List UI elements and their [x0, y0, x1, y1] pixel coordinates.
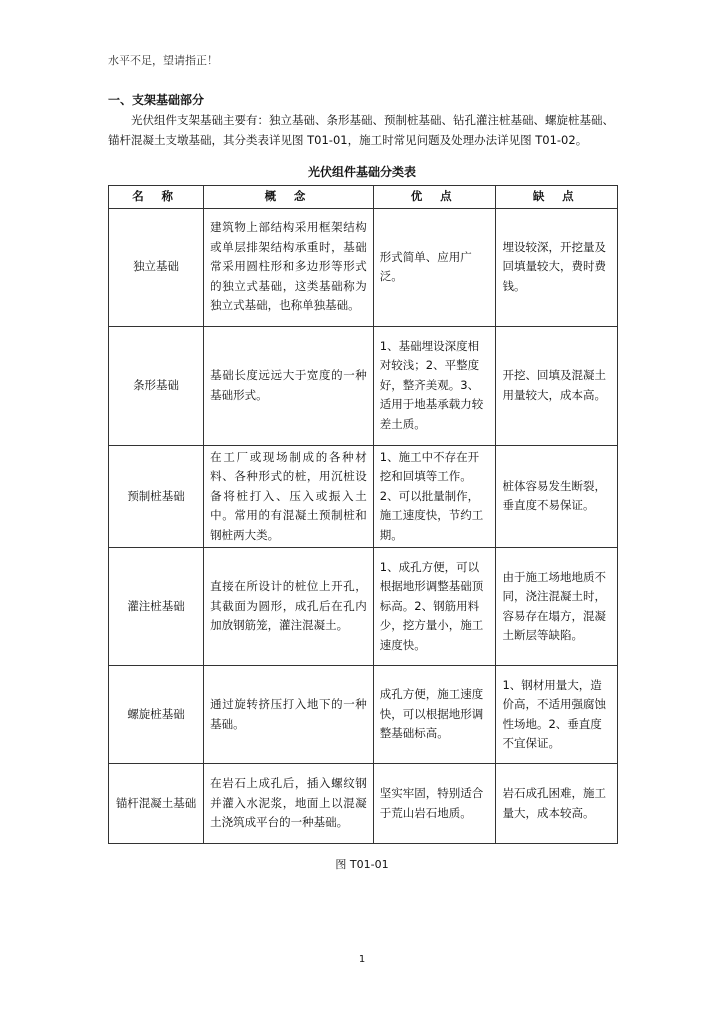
row-cons: 由于施工场地地质不同，浇注混凝土时，容易存在塌方，混凝土断层等缺陷。 [496, 548, 618, 666]
table-header-row [109, 186, 618, 209]
table-row [109, 548, 618, 666]
row-cons: 开挖、回填及混凝土用量较大，成本高。 [496, 326, 618, 445]
row-cons: 桩体容易发生断裂，垂直度不易保证。 [496, 445, 618, 548]
row-pros: 1、成孔方便，可以根据地形调整基础顶标高。2、钢筋用料少，挖方量小，施工速度快。 [373, 548, 496, 666]
intro-text: 光伏组件支架基础主要有：独立基础、条形基础、预制桩基础、钻孔灌注桩基础、螺旋桩基础、锚杆混凝土支墩基础，其分类表详见图 T01-01，施工时常见问题及处理办法详见图 T01-02。 [108, 113, 614, 147]
row-pros: 1、基础埋设深度相对较浅；2、平整度好，整齐美观。3、适用于地基承载力较差土质。 [373, 326, 496, 445]
row-pros: 形式简单、应用广泛。 [373, 208, 496, 326]
row-cons: 岩石成孔困难，施工量大，成本较高。 [496, 764, 618, 844]
row-pros: 成孔方便，施工速度快，可以根据地形调整基础标高。 [373, 666, 496, 764]
row-name: 条形基础 [109, 326, 204, 445]
table-row [109, 764, 618, 844]
table-row [109, 208, 618, 326]
row-concept: 在工厂或现场制成的各种材料、各种形式的桩，用沉桩设备将桩打入、压入或振入土中。常用的有混凝土预制桩和钢桩两大类。 [204, 445, 374, 548]
figure-caption: 图 T01-01 [335, 858, 389, 871]
row-name: 预制桩基础 [109, 445, 204, 548]
row-name: 锚杆混凝土基础 [109, 764, 204, 844]
row-concept: 直接在所设计的桩位上开孔，其截面为圆形，成孔后在孔内加放钢筋笼，灌注混凝土。 [204, 548, 374, 666]
row-concept: 在岩石上成孔后，插入螺纹钢并灌入水泥浆，地面上以混凝土浇筑成平台的一种基础。 [204, 764, 374, 844]
table-title: 光伏组件基础分类表 [307, 165, 416, 179]
row-cons: 1、钢材用量大，造价高，不适用强腐蚀性场地。2、垂直度不宜保证。 [496, 666, 618, 764]
table-row [109, 445, 618, 548]
row-pros: 坚实牢固，特别适合于荒山岩石地质。 [373, 764, 496, 844]
intro-paragraph [108, 110, 620, 150]
header-pros: 优 点 [373, 186, 496, 209]
row-concept: 通过旋转挤压打入地下的一种基础。 [204, 666, 374, 764]
header-name: 名 称 [109, 186, 204, 209]
foundation-classification-table [108, 185, 618, 844]
header-cons: 缺 点 [496, 186, 618, 209]
header-concept: 概 念 [204, 186, 374, 209]
row-name: 螺旋桩基础 [109, 666, 204, 764]
row-concept: 建筑物上部结构采用框架结构或单层排架结构承重时，基础常采用圆柱形和多边形等形式的独立式基础，这类基础称为独立式基础，也称单独基础。 [204, 208, 374, 326]
row-cons: 埋设较深，开挖量及回填量较大，费时费钱。 [496, 208, 618, 326]
page-number: 1 [358, 954, 366, 965]
table-row [109, 326, 618, 445]
row-name: 独立基础 [109, 208, 204, 326]
row-name: 灌注桩基础 [109, 548, 204, 666]
header-note: 水平不足，望请指正！ [108, 54, 218, 67]
row-concept: 基础长度远远大于宽度的一种基础形式。 [204, 326, 374, 445]
section-title: 一、支架基础部分 [108, 93, 205, 107]
table-row [109, 666, 618, 764]
row-pros: 1、施工中不存在开挖和回填等工作。2、可以批量制作，施工速度快，节约工期。 [373, 445, 496, 548]
